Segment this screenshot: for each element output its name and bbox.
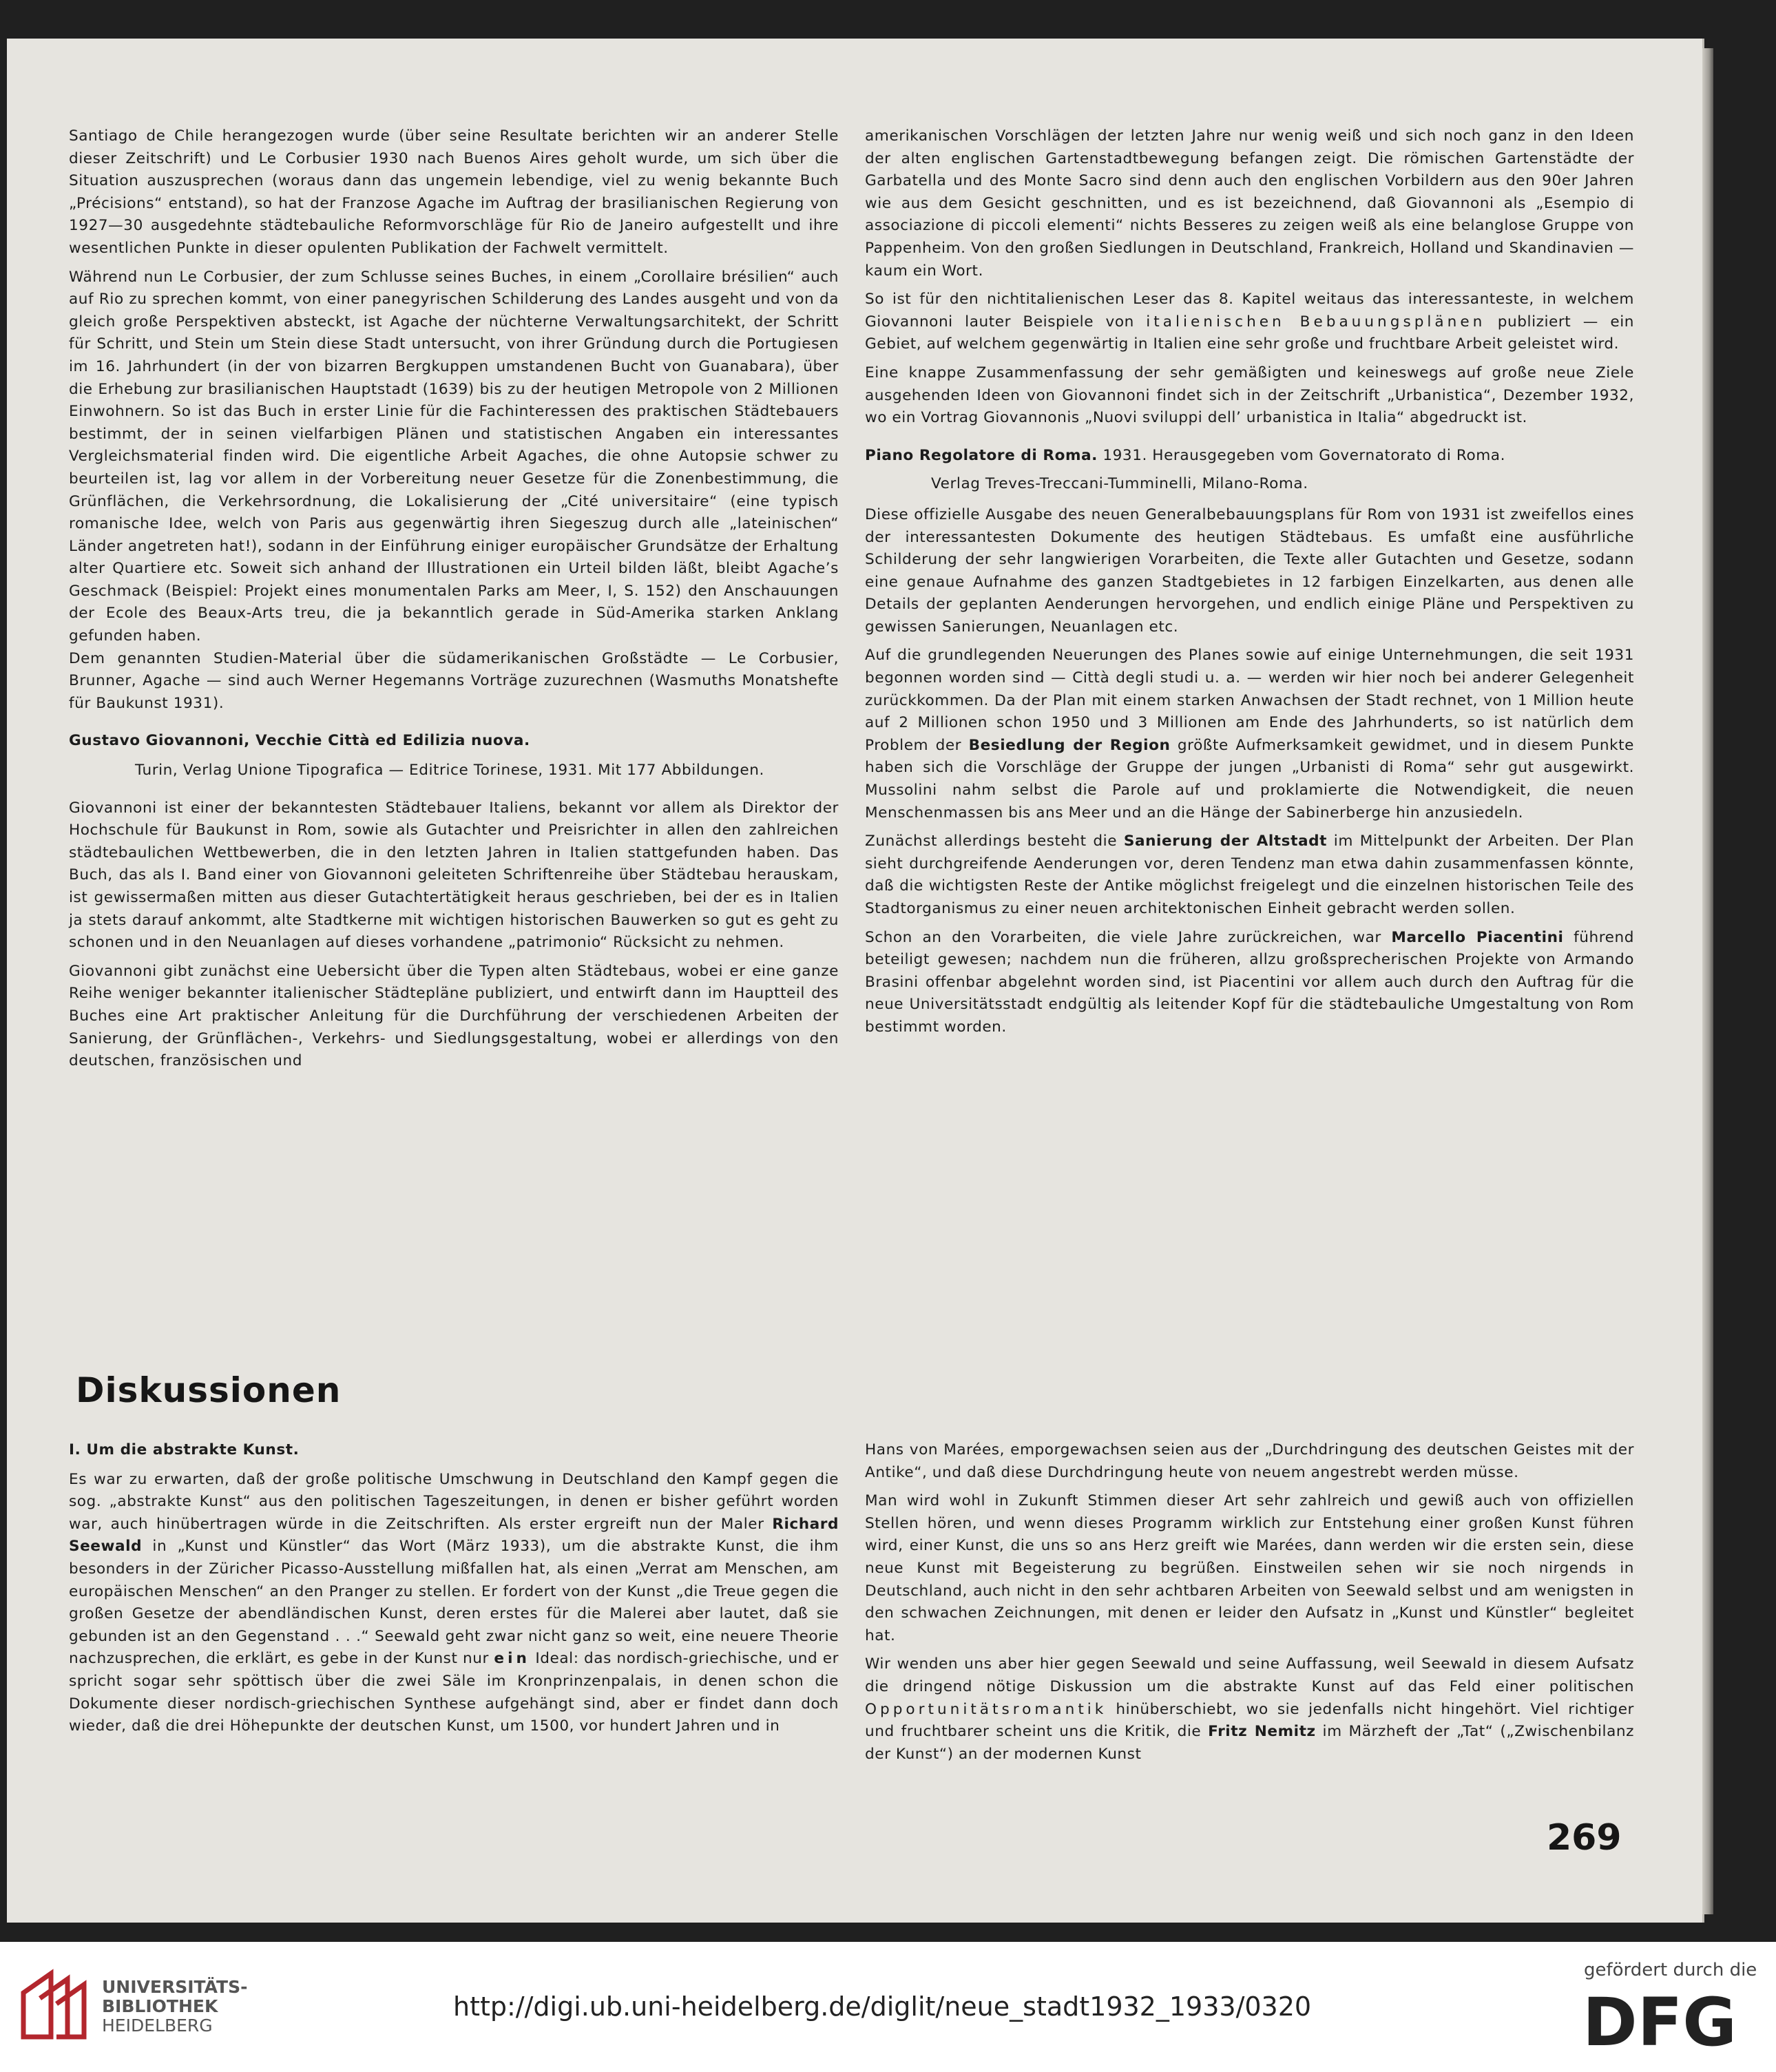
permalink-url[interactable]: http://digi.ub.uni-heidelberg.de/diglit/neue_stadt1932_1933/0320: [453, 1991, 1312, 2022]
footer-bar: [0, 1942, 1776, 2072]
paragraph: [865, 830, 1634, 920]
text: hinüberschiebt, wo sie jedenfalls nicht hingehört. Viel richtiger und fruchtbarer scheint uns die Kritik, die: [865, 1700, 1634, 1741]
ub-heidelberg-logo-icon[interactable]: [19, 1967, 91, 2044]
library-name-line: UNIVERSITÄTS-: [102, 1977, 248, 1997]
spaced-emphasis: ein: [494, 1650, 530, 1668]
publication-info: Turin, Verlag Unione Tipografica — Editrice Torinese, 1931. Mit 177 Abbildungen.: [135, 762, 764, 779]
library-name-line: BIBLIOTHEK: [102, 1996, 218, 2016]
spaced-emphasis: Opportunitätsromantik: [865, 1700, 1107, 1718]
left-column-top: [69, 125, 839, 1079]
section-title: Diskussionen: [76, 1370, 342, 1410]
text: 1931. Herausgegeben vom Governatorato di Roma.: [1103, 446, 1505, 464]
text: Wir wenden uns aber hier gegen Seewald und seine Auffassung, weil Seewald in diesem Aufsatz die dringend nötige Diskussion um die abstrakte Kunst auf das Feld einer politischen: [865, 1655, 1634, 1695]
review-heading: Gustavo Giovannoni, Vecchie Città ed Edilizia nuova.: [69, 732, 530, 750]
discussion-heading: I. Um die abstrakte Kunst.: [69, 1441, 300, 1458]
publication-info: Verlag Treves-Treccani-Tumminelli, Milano-Roma.: [931, 475, 1308, 493]
text: Zunächst allerdings besteht die: [865, 833, 1118, 850]
funding-note: gefördert durch die: [1584, 1960, 1757, 1980]
spaced-emphasis: italienischen Bebauungsplänen: [1146, 313, 1486, 331]
dfg-logo-icon[interactable]: [1582, 1990, 1755, 2053]
paragraph: [865, 289, 1634, 356]
paragraph: [69, 1469, 839, 1738]
review-heading: [865, 445, 1634, 468]
paragraph: Diese offizielle Ausgabe des neuen Generalbebauungsplans für Rom von 1931 ist zweifellos eines der interessantesten Dokumente des heutigen Städtebaus. Es umfaßt eine ausführliche Schilderung der sehr langwierigen Vorarbeiten, die Texte aller Gutachten und Gesetze, sodann eine genaue Aufnahme des ganzen Stadtgebietes in 12 farbigen Einzelkarten, aus denen alle Details der geplanten Aenderungen hervorgehen, und endlich einige Pläne und Perspektiven zu gewissen Sanierungen, Neuanlagen etc.: [865, 505, 1634, 636]
library-name-line: HEIDELBERG: [102, 2016, 213, 2036]
bold-term: Sanierung der Altstadt: [1123, 833, 1327, 850]
paragraph: [865, 927, 1634, 1039]
dfg-logo-text: DFG: [1582, 1990, 1737, 2053]
paragraph: amerikanischen Vorschlägen der letzten Jahre nur wenig weiß und sich noch ganz in den Ideen der alten englischen Gartenstadtbewegung befangen zeigt. Die römischen Gartenstädte der Garbatella und des Monte Sacro sind denn auch den englischen Vorbildern aus den 90er Jahren wie aus dem Gesicht geschnitten, und es ist bezeichnend, daß Giovannoni als „Esempio di associazione di piccoli elementi“ nichts Besseres zu zeigen weiß als eine belanglose Gruppe von Pappenheim. Von den großen Siedlungen in Deutschland, Frankreich, Holland und Skandinavien — kaum ein Wort.: [865, 127, 1634, 280]
right-column-top: [865, 125, 1634, 1045]
text: Es war zu erwarten, daß der große politische Umschwung in Deutschland den Kampf gegen die sog. „abstrakte Kunst“ aus den politischen Tageszeitungen, in denen er bisher geführt worden war, auch hinübertragen würde in die Zeitschriften. Als erster ergreift nun der Maler: [69, 1470, 839, 1533]
text: Ideal: das nordisch-griechische, und er spricht sogar sehr spöttisch über die zwei Säle im Kronprinzenpalais, in denen schon die Dokumente dieser nordisch-griechischen Synthese aufgehängt sind, aber er findet dann doch wieder, daß die drei Höhepunkte der deutschen Kunst, um 1500, vor hundert Jahren und in: [69, 1650, 839, 1735]
text: im Mittelpunkt der Arbeiten. Der Plan sieht durchgreifende Aenderungen vor, deren Tendenz man etwa dahin zusammenfassen könnte, daß die wichtigsten Reste der Antike möglichst freigelegt und die einzelnen historischen Teile des Stadtorganismus zu einer neuen architektonischen Einheit gebracht werden sollen.: [865, 833, 1634, 917]
paragraph: Santiago de Chile herangezogen wurde (über seine Resultate berichten wir an anderer Stelle dieser Zeitschrift) und Le Corbusier 1930 nach Buenos Aires geholt wurde, um sich über die Situation auszusprechen (woraus dann das ungemein lebendige, viel zu wenig bekannte Buch „Précisions“ entstand), so hat der Franzose Agache im Auftrag der brasilianischen Regierung von 1927—30 ausgedehnte städtebauliche Reformvorschläge für Rio de Janeiro aufgestellt und ihre wesentlichen Punkte in dieser opulenten Publikation der Fachwelt vermittelt.: [69, 127, 839, 257]
paragraph: Eine knappe Zusammenfassung der sehr gemäßigten und keineswegs auf große neue Ziele ausgehenden Ideen von Giovannoni findet sich in der Zeitschrift „Urbanistica“, Dezember 1932, wo ein Vortrag Giovannonis „Nuovi sviluppi dell’ urbanistica in Italia“ abgedruckt ist.: [865, 364, 1634, 427]
book-page-edge: [1702, 48, 1713, 1914]
text: größte Aufmerksamkeit gewidmet, und in diesem Punkte haben sich die Vorschläge der Gruppe der jungen „Urbanisti di Roma“ sehr gut ausgewirkt. Mussolini nahm selbst die Parole auf und proklamierte die Notwendigkeit, die neuen Menschenmassen bis ans Meer und an die Hänge der Sabinerberge hin anzusiedeln.: [865, 736, 1635, 822]
paragraph: [865, 645, 1634, 824]
discussion-left-column: [69, 1439, 839, 1744]
text: publiziert — ein Gebiet, auf welchem gegenwärtig in Italien eine sehr große und fruchtbare Arbeit geleistet wird.: [865, 313, 1634, 353]
text: So ist für den nichtitalienischen Leser das 8. Kapitel weitaus das interessanteste, in welchem Giovannoni lauter Beispiele von: [865, 291, 1634, 331]
bold-term: Besiedlung der Region: [968, 736, 1171, 754]
bold-term: Fritz Nemitz: [1208, 1723, 1316, 1741]
text: im Märzheft der „Tat“ („Zwischenbilanz der Kunst“) an der modernen Kunst: [865, 1723, 1634, 1763]
review-title: Piano Regolatore di Roma.: [865, 446, 1098, 464]
text: in „Kunst und Künstler“ das Wort (März 1933), um die abstrakte Kunst, die ihm besonders in der Züricher Picasso-Ausstellung mißfallen hat, als einen „Verrat am Menschen, am europäischen Menschen“ an den Pranger zu stellen. Er fordert von der Kunst „die Treue gegen die großen Gesetze der abendländischen Kunst, deren erstes für die Malerei aber lautet, daß sie gebunden ist an den Gegenstand . . .“ Seewald geht zwar nicht ganz so weit, eine neuere Theorie nachzusprechen, die erklärt, es gebe in der Kunst nur: [69, 1538, 839, 1668]
paragraph: Während nun Le Corbusier, der zum Schlusse seines Buches, in einem „Corollaire brésilien“ auch auf Rio zu sprechen kommt, von einer panegyrischen Schilderung des Landes ausgeht und von da gleich große Perspektiven absteckt, ist Agache der nüchterne Verwaltungsarchitekt, der Schritt für Schritt, und Stein um Stein diese Stadt untersucht, von ihrer Gründung durch die Portugiesen im 16. Jahrhundert (in der von bizarren Bergkuppen umstandenen Bucht von Guanabara), über die Erhebung zur brasilianischen Hauptstadt (1639) bis zu der heutigen Metropole von 2 Millionen Einwohnern. So ist das Buch in erster Linie für die Fachinteressen des praktischen Städtebauers bestimmt, der in seinen vielfarbigen Plänen und statistischen Angaben ein interessantes Vergleichsmaterial finden wird. Die eigentliche Arbeit Agaches, die ohne Autopsie schwer zu beurteilen ist, lag vor allem in der Vorbereitung neuer Gesetze für die Zonenbestimmung, die Grünflächen, die Verkehrsordnung, die Lokalisierung der „Cité universitaire“ (eine typisch romanische Idee, welch von Paris aus gegenwärtig ihren Siegeszug durch alle „lateinischen“ Länder angetreten hat!), sodann in der Einführung einiger europäischer Grundsätze der Erhaltung alter Quartiere etc. Soweit sich anhand der Illustrationen ein Urteil bilden läßt, bleibt Agache’s Geschmack (Beispiel: Projekt eines monumentalen Parks am Meer, I, S. 152) den Anschauungen der Ecole des Beaux-Arts treu, die ja bekanntlich gerade in Süd-Amerika starken Anklang gefunden haben.: [69, 268, 839, 645]
bold-term: Marcello Piacentini: [1391, 928, 1564, 946]
text: Auf die grundlegenden Neuerungen des Planes sowie auf einige Unternehmungen, die seit 1931 begonnen worden sind — Città degli studi u. a. — werden wir hier noch bei anderer Gelegenheit zurückkommen. Da der Plan mit einem starken Anwachsen der Stadt rechnet, von 1 Million heute auf 2 Millionen schon 1950 und 3 Millionen am Ende des Jahrhunderts, so ist natürlich dem Problem der: [865, 647, 1634, 754]
page-number: 269: [1547, 1817, 1622, 1859]
paragraph: Hans von Marées, emporgewachsen seien aus der „Durchdringung des deutschen Geistes mit der Antike“, und daß diese Durchdringung heute von neuem angestrebt werden müsse.: [865, 1441, 1634, 1481]
paragraph: [865, 1653, 1634, 1766]
paragraph: Giovannoni ist einer der bekanntesten Städtebauer Italiens, bekannt vor allem als Direktor der Hochschule für Baukunst in Rom, sowie als Gutachter und Preisrichter in allen den zahlreichen städtebaulichen Wettbewerben, die in den letzten Jahren in Italien stattgefunden haben. Das Buch, das als I. Band einer von Giovannoni geleiteten Schriftenreihe über Städtebau herauskam, ist gewissermaßen mitten aus dieser Gutachtertätigkeit heraus geschrieben, bei der es in Italien ja stets darauf ankommt, alte Stadtkerne mit wichtigen historischen Bauwerken so gut es geht zu schonen und in den Neuanlagen auf dieses vorhandene „patrimonio“ Rücksicht zu nehmen.: [69, 799, 839, 952]
paragraph: Giovannoni gibt zunächst eine Uebersicht über die Typen alten Städtebaus, wobei er eine ganze Reihe weniger bekannter italienischer Städtepläne publiziert, und entwirft dann im Hauptteil des Buches eine Art praktischer Anleitung für die Durchführung der verschiedenen Arbeiten der Sanierung, der Grünflächen-, Verkehrs- und Siedlungsgestaltung, wobei er allerdings von den deutschen, französischen und: [69, 962, 839, 1070]
library-name[interactable]: [102, 1978, 247, 2036]
magazine-page: [7, 39, 1704, 1923]
text: Schon an den Vorarbeiten, die viele Jahre zurückreichen, war: [865, 928, 1381, 946]
discussion-right-column: [865, 1439, 1634, 1772]
text: führend beteiligt gewesen; nachdem nun die früheren, allzu großsprecherischen Projekte von Armando Brasini offenbar abgelehnt worden sind, ist Piacentini vor allem auch durch den Auftrag für die neue Universitätsstadt endgültig als leitender Kopf für die städtebauliche Umgestaltung von Rom bestimmt worden.: [865, 928, 1634, 1036]
bold-term: Richard Seewald: [69, 1515, 839, 1556]
paragraph: Dem genannten Studien-Material über die südamerikanischen Großstädte — Le Corbusier, Brunner, Agache — sind auch Werner Hegemanns Vorträge zuzurechnen (Wasmuths Monatshefte für Baukunst 1931).: [69, 649, 839, 712]
paragraph: Man wird wohl in Zukunft Stimmen dieser Art sehr zahlreich und gewiß auch von offiziellen Stellen hören, und wenn dieses Programm wirklich zur Entstehung einer großen Kunst führen wird, einer Kunst, die uns so ans Herz greift wie Marées, dann werden wir die ersten sein, diese neue Kunst mit Begeisterung zu begrüßen. Einstweilen sehen wir sie noch nirgends in Deutschland, auch nicht in den sehr achtbaren Arbeiten von Seewald selbst und am wenigsten in den schwachen Zeichnungen, mit denen er leider den Aufsatz in „Kunst und Künstler“ begleitet hat.: [865, 1492, 1634, 1644]
